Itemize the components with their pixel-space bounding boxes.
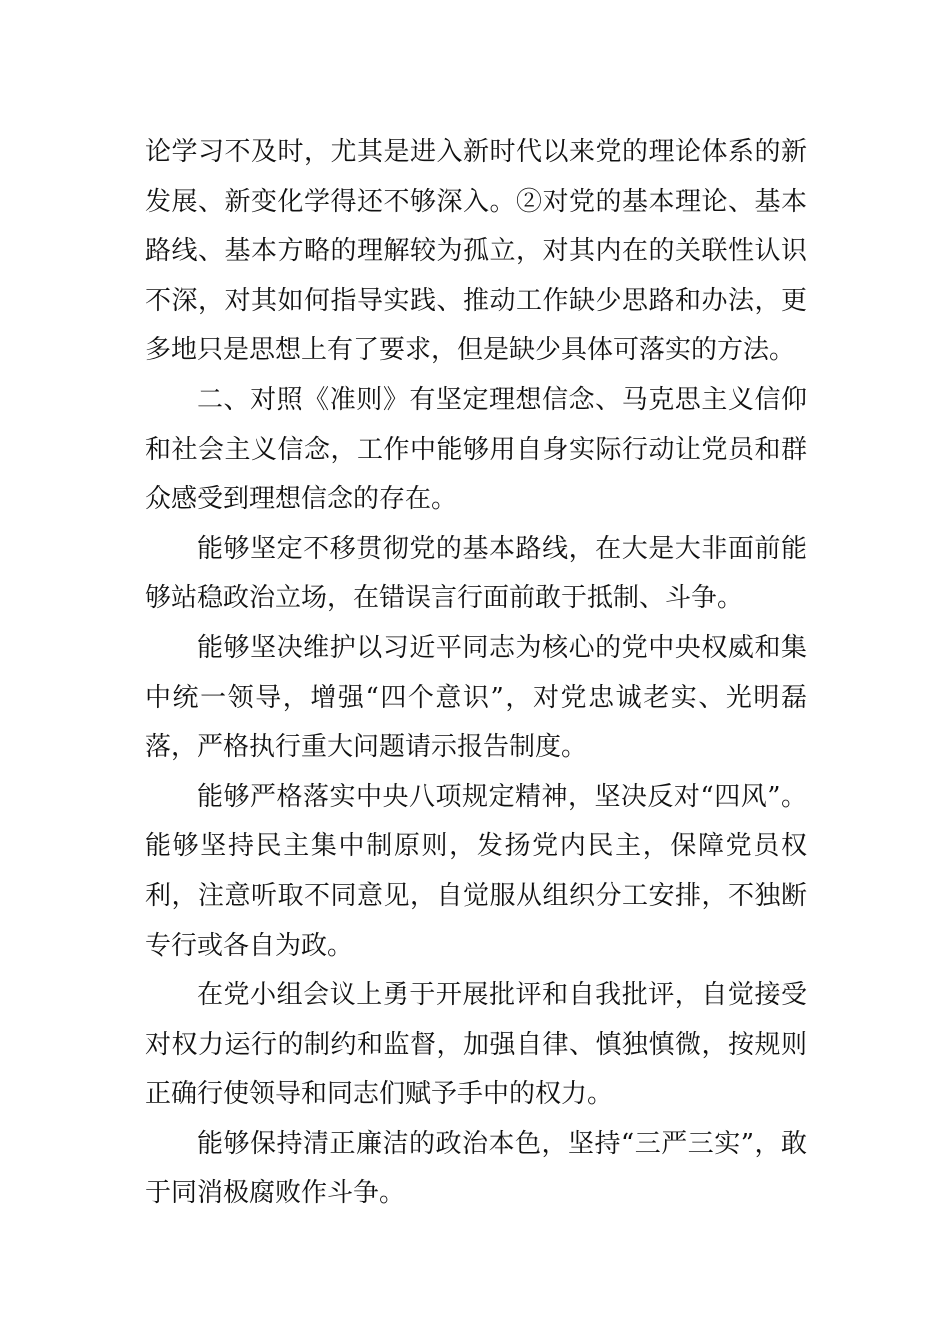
paragraph-2: 二、对照《准则》有坚定理想信念、马克思主义信仰和社会主义信念，工作中能够用自身实际行动让党员和群众感受到理想信念的存在。 xyxy=(145,384,807,515)
paragraph-6: 在党小组会议上勇于开展批评和自我批评，自觉接受对权力运行的制约和监督，加强自律、慎独慎微，按规则正确行使领导和同志们赋予手中的权力。 xyxy=(145,980,807,1110)
document-body xyxy=(145,128,807,1219)
paragraph-4: 能够坚决维护以习近平同志为核心的党中央权威和集中统一领导，增强“四个意识”，对党忠诚老实、光明磊落，严格执行重大问题请示报告制度。 xyxy=(145,632,807,763)
paragraph-3: 能够坚定不移贯彻党的基本路线，在大是大非面前能够站稳政治立场，在错误言行面前敢于抵制、斗争。 xyxy=(145,533,807,614)
paragraph-1: 论学习不及时，尤其是进入新时代以来党的理论体系的新发展、新变化学得还不够深入。②对党的基本理论、基本路线、基本方略的理解较为孤立，对其内在的关联性认识不深，对其如何指导实践、推动工作缺少思路和办法，更多地只是思想上有了要求，但是缺少具体可落实的方法。 xyxy=(145,137,807,366)
paragraph-5: 能够严格落实中央八项规定精神，坚决反对“四风”。能够坚持民主集中制原则，发扬党内民主，保障党员权利，注意听取不同意见，自觉服从组织分工安排，不独断专行或各自为政。 xyxy=(145,781,807,961)
paragraph-7: 能够保持清正廉洁的政治本色，坚持“三严三实”，敢于同消极腐败作斗争。 xyxy=(145,1128,807,1209)
